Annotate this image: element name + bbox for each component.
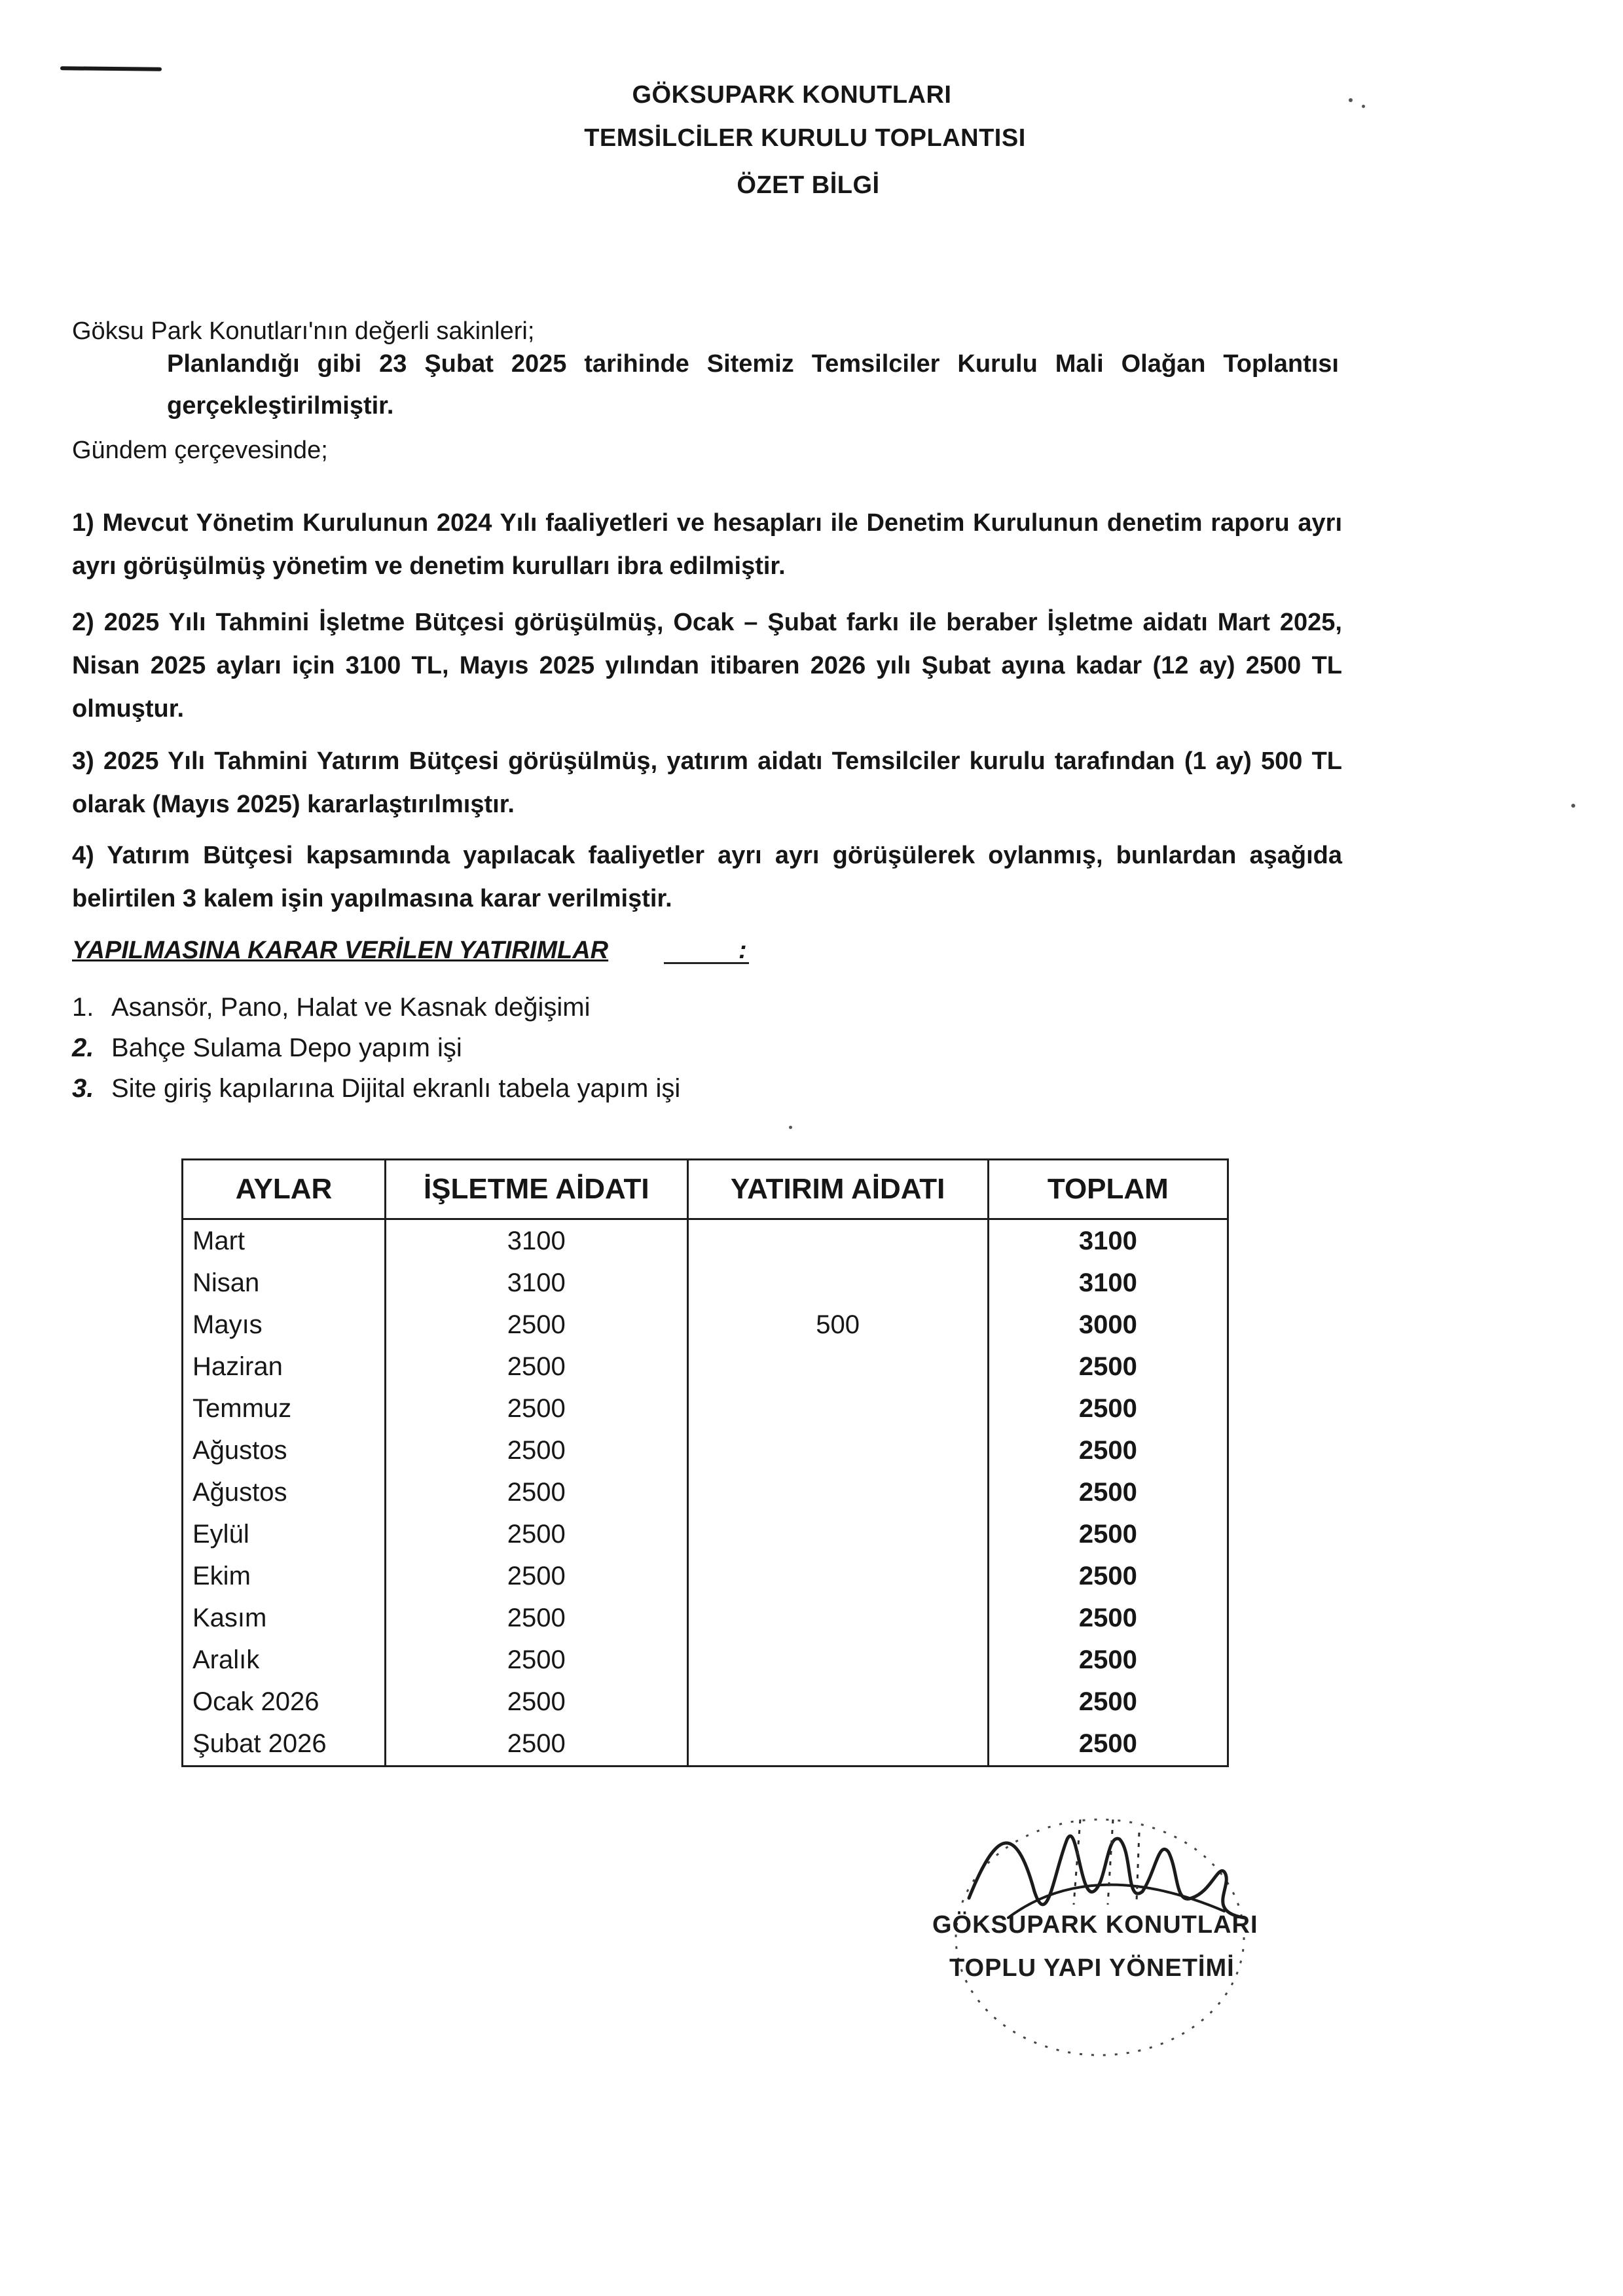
total-cell: 2500 bbox=[988, 1556, 1228, 1598]
greeting: Göksu Park Konutları'nın değerli sakinleri; bbox=[72, 317, 535, 345]
total-cell: 2500 bbox=[988, 1513, 1228, 1555]
investment-dues-cell bbox=[687, 1388, 988, 1429]
month-cell: Ekim bbox=[183, 1556, 386, 1598]
investment-dues-cell bbox=[687, 1429, 988, 1471]
list-text: Asansör, Pano, Halat ve Kasnak değişimi bbox=[111, 993, 591, 1022]
list-item bbox=[72, 1068, 680, 1109]
investment-dues-cell bbox=[687, 1723, 988, 1767]
agenda-item-3: 3) 2025 Yılı Tahmini Yatırım Bütçesi görüşülmüş, yatırım aidatı Temsilciler kurulu tarafından (1 ay) 500 TL olarak (Mayıs 2025) kararlaştırılmıştır. bbox=[72, 747, 1342, 818]
signature-stroke bbox=[969, 1836, 1244, 1918]
investment-dues-cell bbox=[687, 1640, 988, 1681]
investment-dues-cell bbox=[687, 1346, 988, 1388]
heading-organization: GÖKSUPARK KONUTLARI bbox=[632, 81, 952, 109]
list-text: Site giriş kapılarına Dijital ekranlı tabela yapım işi bbox=[111, 1074, 681, 1103]
agenda-lead: Gündem çerçevesinde; bbox=[72, 437, 328, 464]
intro-paragraph: Planlandığı gibi 23 Şubat 2025 tarihinde Sitemiz Temsilciler Kurulu Mali Olağan Toplantısı gerçekleştirilmiştir. bbox=[167, 350, 1339, 420]
investment-dues-cell bbox=[687, 1556, 988, 1598]
operating-dues-cell: 3100 bbox=[385, 1262, 687, 1304]
list-text: Bahçe Sulama Depo yapım işi bbox=[111, 1033, 462, 1062]
month-cell: Ağustos bbox=[183, 1471, 386, 1513]
list-number: 2. bbox=[72, 1033, 94, 1062]
scan-speck bbox=[1571, 804, 1575, 808]
total-cell: 2500 bbox=[988, 1388, 1228, 1429]
month-cell: Kasım bbox=[183, 1598, 386, 1640]
month-cell: Şubat 2026 bbox=[183, 1723, 386, 1767]
header-operating-dues: İŞLETME AİDATI bbox=[385, 1160, 687, 1219]
table-row bbox=[183, 1598, 1228, 1640]
table-body bbox=[183, 1219, 1228, 1767]
month-cell: Ocak 2026 bbox=[183, 1681, 386, 1723]
agenda-item-4: 4) Yatırım Bütçesi kapsamında yapılacak faaliyetler ayrı ayrı görüşülerek oylanmış, bunlardan aşağıda belirtilen 3 kalem işin yapılmasına karar verilmiştir. bbox=[72, 842, 1342, 912]
operating-dues-cell: 3100 bbox=[385, 1219, 687, 1263]
dues-table bbox=[181, 1158, 1229, 1767]
table-row bbox=[183, 1262, 1228, 1304]
investments-list bbox=[72, 987, 680, 1109]
operating-dues-cell: 2500 bbox=[385, 1723, 687, 1767]
month-cell: Ağustos bbox=[183, 1429, 386, 1471]
header-investment-dues: YATIRIM AİDATI bbox=[687, 1160, 988, 1219]
table-row bbox=[183, 1346, 1228, 1388]
table-header-row bbox=[183, 1160, 1228, 1219]
table-row bbox=[183, 1723, 1228, 1767]
total-cell: 2500 bbox=[988, 1723, 1228, 1767]
month-cell: Nisan bbox=[183, 1262, 386, 1304]
scan-speck bbox=[1362, 105, 1365, 108]
total-cell: 2500 bbox=[988, 1429, 1228, 1471]
operating-dues-cell: 2500 bbox=[385, 1681, 687, 1723]
table-row bbox=[183, 1471, 1228, 1513]
operating-dues-cell: 2500 bbox=[385, 1304, 687, 1346]
total-cell: 2500 bbox=[988, 1471, 1228, 1513]
heading-meeting: TEMSİLCİLER KURULU TOPLANTISI bbox=[584, 124, 1026, 152]
total-cell: 2500 bbox=[988, 1681, 1228, 1723]
operating-dues-cell: 2500 bbox=[385, 1346, 687, 1388]
header-total: TOPLAM bbox=[988, 1160, 1228, 1219]
table-row bbox=[183, 1513, 1228, 1555]
list-item bbox=[72, 987, 680, 1028]
list-item bbox=[72, 1028, 680, 1068]
operating-dues-cell: 2500 bbox=[385, 1429, 687, 1471]
investment-dues-cell bbox=[687, 1471, 988, 1513]
investment-dues-cell bbox=[687, 1513, 988, 1555]
total-cell: 3100 bbox=[988, 1262, 1228, 1304]
investment-dues-cell bbox=[687, 1262, 988, 1304]
header-months: AYLAR bbox=[183, 1160, 386, 1219]
operating-dues-cell: 2500 bbox=[385, 1556, 687, 1598]
investment-dues-cell bbox=[687, 1219, 988, 1263]
total-cell: 2500 bbox=[988, 1598, 1228, 1640]
table-row bbox=[183, 1640, 1228, 1681]
investment-dues-cell bbox=[687, 1598, 988, 1640]
table-row bbox=[183, 1681, 1228, 1723]
list-number: 1. bbox=[72, 993, 94, 1022]
agenda-item-2: 2) 2025 Yılı Tahmini İşletme Bütçesi görüşülmüş, Ocak – Şubat farkı ile beraber İşletme aidatı Mart 2025, Nisan 2025 ayları için 3100 TL, Mayıs 2025 yılından itibaren 2026 yılı Şubat ayına kadar (12 ay) 2500 TL olmuştur. bbox=[72, 609, 1342, 723]
investments-title-underline bbox=[664, 962, 749, 964]
month-cell: Mayıs bbox=[183, 1304, 386, 1346]
month-cell: Aralık bbox=[183, 1640, 386, 1681]
investments-title: YAPILMASINA KARAR VERİLEN YATIRIMLAR bbox=[72, 937, 609, 964]
top-rule bbox=[60, 66, 162, 71]
table-row bbox=[183, 1304, 1228, 1346]
table-row bbox=[183, 1219, 1228, 1263]
month-cell: Eylül bbox=[183, 1513, 386, 1555]
table-row bbox=[183, 1388, 1228, 1429]
operating-dues-cell: 2500 bbox=[385, 1513, 687, 1555]
total-cell: 3100 bbox=[988, 1219, 1228, 1263]
table-row bbox=[183, 1429, 1228, 1471]
operating-dues-cell: 2500 bbox=[385, 1388, 687, 1429]
total-cell: 3000 bbox=[988, 1304, 1228, 1346]
investment-dues-cell: 500 bbox=[687, 1304, 988, 1346]
stamp-line-1: GÖKSUPARK KONUTLARI bbox=[932, 1911, 1258, 1939]
list-number: 3. bbox=[72, 1074, 94, 1103]
investment-dues-cell bbox=[687, 1681, 988, 1723]
total-cell: 2500 bbox=[988, 1640, 1228, 1681]
stamp-line-2: TOPLU YAPI YÖNETİMİ bbox=[949, 1954, 1235, 1982]
operating-dues-cell: 2500 bbox=[385, 1598, 687, 1640]
month-cell: Temmuz bbox=[183, 1388, 386, 1429]
total-cell: 2500 bbox=[988, 1346, 1228, 1388]
month-cell: Mart bbox=[183, 1219, 386, 1263]
heading-summary: ÖZET BİLGİ bbox=[737, 171, 880, 199]
agenda-item-1: 1) Mevcut Yönetim Kurulunun 2024 Yılı faaliyetleri ve hesapları ile Denetim Kurulunun denetim raporu ayrı ayrı görüşülmüş yönetim ve denetim kurulları ibra edilmiştir. bbox=[72, 509, 1342, 580]
month-cell: Haziran bbox=[183, 1346, 386, 1388]
scan-speck bbox=[1349, 98, 1353, 102]
operating-dues-cell: 2500 bbox=[385, 1640, 687, 1681]
scan-speck bbox=[789, 1126, 792, 1129]
table-row bbox=[183, 1556, 1228, 1598]
investments-title-colon: : bbox=[739, 937, 747, 964]
operating-dues-cell: 2500 bbox=[385, 1471, 687, 1513]
